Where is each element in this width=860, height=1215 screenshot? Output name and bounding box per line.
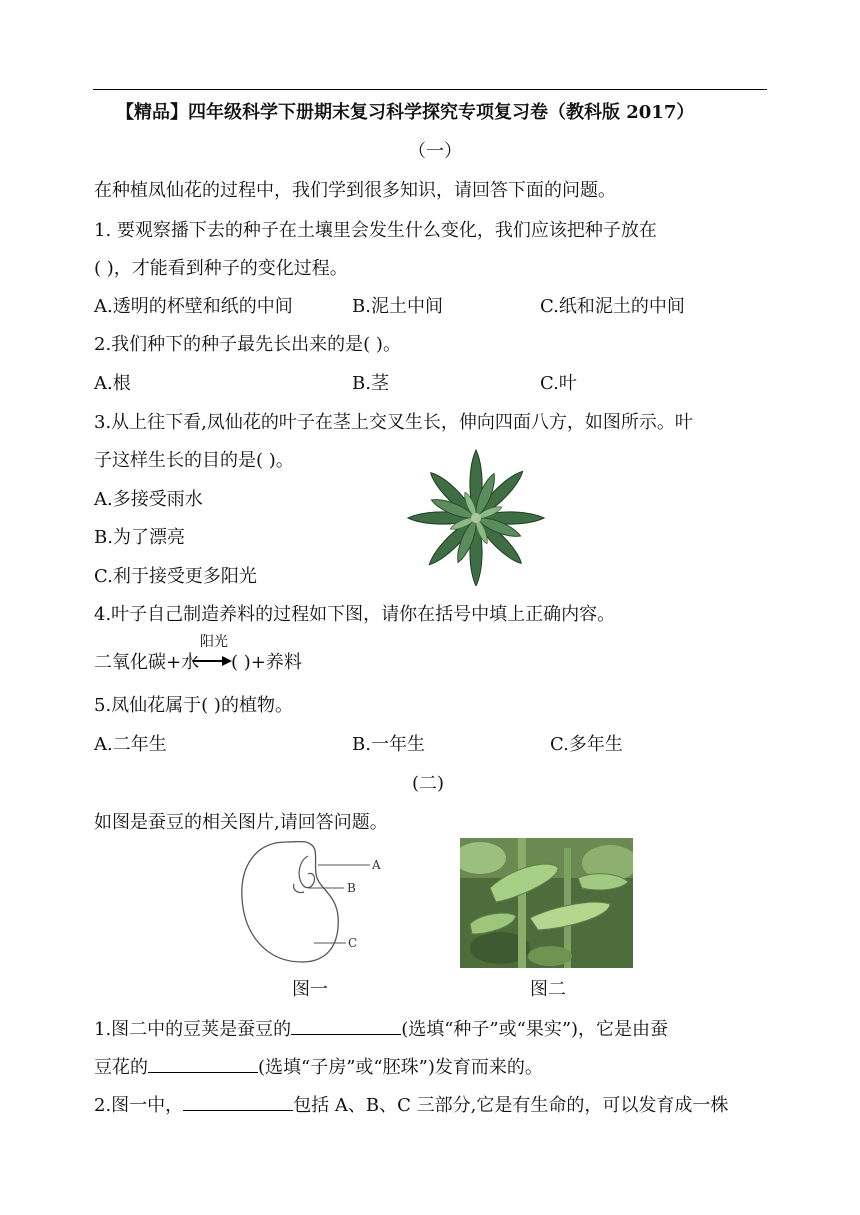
s2-q1-line1-suffix: (选填“种子”或“果实”)，它是由蚕 [401, 1019, 669, 1040]
q3-line2: 子这样生长的目的是( )。 [94, 450, 294, 471]
arrow-label-sunlight: 阳光 [200, 634, 228, 650]
q2-option-a: A.根 [94, 373, 131, 394]
q5-option-c: C.多年生 [550, 734, 623, 755]
q2-option-c: C.叶 [540, 373, 577, 394]
s2-q1-line2-suffix: (选填“子房”或“胚珠”)发育而来的。 [258, 1057, 543, 1078]
q3-option-c: C.利于接受更多阳光 [94, 566, 257, 587]
answer-blank-fruit[interactable] [291, 1016, 401, 1035]
arrow-icon [192, 656, 232, 666]
q4-formula-right: ( )+养料 [231, 652, 302, 673]
seed-label-c: C [348, 936, 358, 950]
q3-option-b: B.为了漂亮 [94, 527, 185, 548]
s2-q1-line2 [94, 1054, 543, 1080]
s2-q1-line2-prefix: 豆花的 [94, 1057, 148, 1078]
q3-option-a: A.多接受雨水 [94, 489, 203, 510]
answer-blank-ovary[interactable] [148, 1054, 258, 1073]
s2-q2-line1 [94, 1092, 728, 1118]
q1-option-b: B.泥土中间 [352, 296, 443, 317]
seed-label-b: B [347, 881, 356, 895]
s2-q2-line1-suffix: 包括 A、B、C 三部分,它是有生命的，可以发育成一株 [293, 1095, 729, 1116]
q3-line1: 3.从上往下看,凤仙花的叶子在茎上交叉生长，伸向四面八方，如图所示。叶 [94, 412, 693, 433]
answer-blank-embryo[interactable] [183, 1092, 293, 1111]
q4-formula-left: 二氧化碳+水 [94, 652, 200, 673]
q1-option-c: C.纸和泥土的中间 [540, 296, 685, 317]
q2-text: 2.我们种下的种子最先长出来的是( )。 [94, 334, 401, 355]
header-rule [93, 89, 767, 90]
s2-q1-line1-prefix: 1.图二中的豆荚是蚕豆的 [94, 1019, 292, 1040]
q5-option-a: A.二年生 [94, 734, 167, 755]
leaf-rosette-image [406, 446, 546, 586]
q1-option-a: A.透明的杯壁和纸的中间 [94, 296, 293, 317]
broad-bean-seed-diagram [236, 836, 386, 968]
s2-q2-line1-prefix: 2.图一中， [94, 1095, 184, 1116]
part-one-heading: （一） [408, 141, 462, 162]
figure-two-caption: 图二 [530, 979, 566, 1000]
section1-intro: 在种植凤仙花的过程中，我们学到很多知识，请回答下面的问题。 [94, 180, 616, 201]
q2-option-b: B.茎 [352, 373, 389, 394]
reaction-arrow [192, 634, 232, 674]
q4-text: 4.叶子自己制造养料的过程如下图，请你在括号中填上正确内容。 [94, 604, 616, 625]
q1-line2: ( )，才能看到种子的变化过程。 [94, 258, 348, 279]
broad-bean-pods-photo [460, 838, 633, 968]
part-two-heading: (二) [412, 773, 445, 794]
seed-label-a: A [372, 858, 381, 872]
page-title: 【精品】四年级科学下册期末复习科学探究专项复习卷（教科版 2017） [116, 102, 695, 123]
q5-text: 5.凤仙花属于( )的植物。 [94, 695, 293, 716]
q5-option-b: B.一年生 [352, 734, 425, 755]
section2-intro: 如图是蚕豆的相关图片,请回答问题。 [94, 812, 388, 833]
s2-q1-line1 [94, 1016, 668, 1042]
q1-line1: 1. 要观察播下去的种子在土壤里会发生什么变化，我们应该把种子放在 [94, 220, 657, 241]
figure-one-caption: 图一 [292, 979, 328, 1000]
